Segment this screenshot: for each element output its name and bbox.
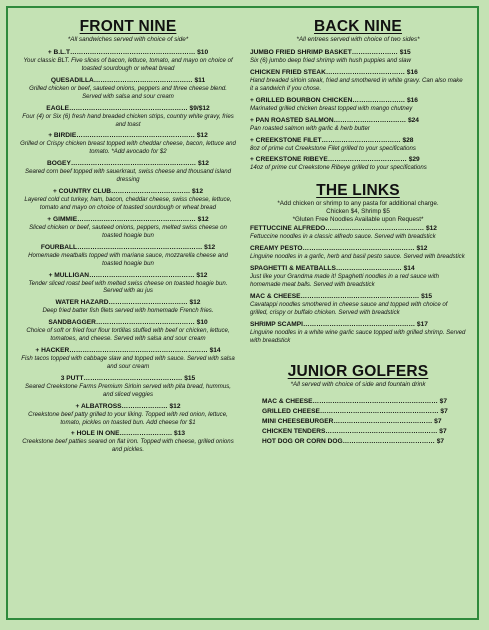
menu-item xyxy=(250,224,466,241)
menu-item-name: SHRIMP SCAMPI…………………………………………… $17 xyxy=(250,320,428,328)
menu-item xyxy=(250,292,466,317)
links-title: THE LINKS xyxy=(316,182,400,200)
menu-item-name: + GIMMIE……………………………………………… $12 xyxy=(47,215,209,223)
menu-item xyxy=(250,244,466,261)
junior-menu-item: MAC & CHEESE………………………………………………… $7 xyxy=(262,397,448,405)
menu-item-name: + CREEKSTONE FILET……………………………… $28 xyxy=(250,136,414,144)
menu-item-name: + BIRDIE……………………………………………… $12 xyxy=(48,132,208,140)
menu-item xyxy=(250,116,466,133)
menu-item-name: + CREEKSTONE RIBEYE……………………………… $29 xyxy=(250,156,420,164)
menu-item-description: Seared Creekstone Farms Premium Sirloin served with pita bread, hummus, and sliced veggies xyxy=(25,382,231,398)
menu-item xyxy=(20,187,236,212)
menu-item-description: Fettuccine noodles in a classic alfredo sauce. Served with breadstick xyxy=(250,233,436,241)
links-note-line: *Gluten Free Noodles Available upon Request* xyxy=(292,216,424,224)
junior-menu-item: CHICKEN TENDERS…………………………………………… $7 xyxy=(262,428,447,436)
menu-item-name: + GRILLED BOURBON CHICKEN…………………… $16 xyxy=(250,96,418,104)
menu-item-name: FOURBALL………………………………………………… $12 xyxy=(40,243,216,251)
menu-item xyxy=(20,402,236,427)
junior-menu-item: HOT DOG OR CORN DOG…………………………………… $7 xyxy=(262,438,445,446)
menu-item xyxy=(20,243,236,268)
menu-item-name: + PAN ROASTED SALMON…………………………… $24 xyxy=(250,116,419,124)
menu-item-description: Layered cold cut turkey, ham, bacon, cheddar cheese, swiss cheese, lettuce, tomato and mayo on choice of toasted sourdough or wheat bread xyxy=(24,196,232,211)
menu-item xyxy=(20,48,236,73)
menu-item xyxy=(20,159,236,184)
junior-menu-item: MINI CHEESEBURGER……………………………………… $7 xyxy=(262,418,442,425)
menu-item-name: SANDBAGGER……………………………………… $10 xyxy=(48,319,208,327)
menu-item xyxy=(20,374,236,399)
menu-item-description: Sliced chicken or beef, sauteed onions, peppers, melted swiss cheese on toasted hoagie bun xyxy=(29,223,227,239)
menu-item-name: BOGEY………………………………………………… $12 xyxy=(47,160,209,168)
menu-item-description: Six (6) jumbo deep fried shrimp with hush puppies and slaw xyxy=(250,57,411,64)
menu-item xyxy=(20,346,236,371)
menu-item-description: Tender sliced roast beef with melted swiss cheese on toasted hoagie bun. Served with au jus xyxy=(28,279,228,295)
menu-item xyxy=(20,318,236,343)
menu-item xyxy=(250,136,466,153)
menu-item-description: Grilled or Crispy chicken breast topped with cheddar cheese, bacon, lettuce and tomato. *Add avocado for $2 xyxy=(20,140,236,156)
menu-item-name: EAGLE……………………………………………… $9/$12 xyxy=(46,104,210,112)
links-notes xyxy=(250,200,466,224)
menu-item-description: Pan roasted salmon with garlic & herb butter xyxy=(250,124,370,132)
front-nine-section xyxy=(20,18,236,457)
menu-item-description: Homemade meatballs topped with mariana sauce, mozzarella cheese and toasted hoagie bun xyxy=(28,251,228,267)
menu-item-name: 3 PUTT……………………………………… $15 xyxy=(60,374,196,382)
menu-item xyxy=(250,96,466,113)
menu-item-description: Cavatappi noodles smothered in cheese sauce and topped with choice of grilled, crispy or buffalo chicken. Served with breadstick xyxy=(250,300,448,316)
menu-item xyxy=(20,215,236,240)
menu-item-name: + HACKER……………………………………………………… $14 xyxy=(35,347,221,355)
menu-item-description: Linguine noodles in a white wine garlic sauce topped with grilled shrimp. Served with breadstick xyxy=(250,328,466,344)
front-nine-items xyxy=(20,48,236,454)
menu-item-name: + MULLIGAN………………………………………… $12 xyxy=(48,271,208,279)
menu-item-description: Your classic BLT. Five slices of bacon, lettuce, tomato, and mayo on choice of toasted sourdough or wheat bread xyxy=(23,57,233,72)
menu-item-name: + COUNTRY CLUB……………………………… $12 xyxy=(52,188,204,196)
menu-item xyxy=(20,104,236,129)
links-note-line: Chicken $4, Shrimp $5 xyxy=(326,208,390,216)
menu-item-description: Marinated grilled chicken breast topped with mango chutney xyxy=(250,104,413,112)
menu-item-description: Hand breaded sirloin steak, fried and smothered in white gravy. Can also make it a sandwich if you chose. xyxy=(250,76,463,92)
menu-item-description: 8oz of prime cut Creekstone Filet grilled to your specifications xyxy=(250,144,416,152)
junior-menu-item: GRILLED CHEESE……………………………………………… $7 xyxy=(262,407,448,415)
menu-item xyxy=(20,131,236,156)
right-column xyxy=(250,18,466,448)
menu-item xyxy=(250,68,466,93)
menu-item-description: Linguine noodles in a garlic, herb and basil pesto sauce. Served with breadstick xyxy=(250,253,465,261)
menu-item-description: Grilled chicken or beef, sauteed onions, peppers and three cheese blend. Served with salsa and sour cream xyxy=(29,84,227,100)
menu-item-name: CREAMY PESTO…………………………………………… $12 xyxy=(250,245,428,253)
menu-item-name: QUESADILLA……………………………………… $11 xyxy=(50,76,206,84)
menu-item-name: + HOLE IN ONE…………………… $13 xyxy=(70,430,186,438)
back-nine-title: BACK NINE xyxy=(314,18,402,35)
menu-item-name: + B.L.T………………………………………………… $10 xyxy=(47,49,209,56)
menu-item xyxy=(250,264,466,289)
menu-item-name: CHICKEN FRIED STEAK……………………………… $16 xyxy=(250,68,418,76)
menu-item-description: Choice of soft or fried four flour tortillas stuffed with beef or chicken, lettuce, tomatoes, and cheese. Served with salsa and sour cream xyxy=(26,327,230,343)
menu-item xyxy=(20,76,236,101)
links-note-line: *Add chicken or shrimp to any pasta for additional charge. xyxy=(277,200,439,208)
junior-golfers-items xyxy=(250,397,466,448)
menu-item xyxy=(250,48,466,65)
menu-item-description: Seared corn beef topped with sauerkraut, swiss cheese and thousand island dressing xyxy=(25,168,231,184)
menu-item-description: Fish tacos topped with cabbage slaw and topped with sauce. Served with salsa and sour cream xyxy=(21,355,235,370)
menu-item-description: 14oz of prime cut Creekstone Ribeye grilled to your specifications xyxy=(250,164,427,172)
menu-item-description: Creekstone beef patty grilled to your liking. Topped with red onion, lettuce, tomato, pickles on toasted bun. Add cheese for $1 xyxy=(28,410,228,426)
menu-item-description: Creekstone beef patties seared on flat iron. Topped with cheese, grilled onions and pickles. xyxy=(22,438,234,454)
menu-item-name: SPAGHETTI & MEATBALLS………………………… $14 xyxy=(250,265,415,273)
back-nine-items xyxy=(250,48,466,172)
menu-item-description: Four (4) or Six (6) fresh hand breaded chicken strips, country white gravy, fries and toast xyxy=(22,112,234,128)
menu-item xyxy=(250,320,466,345)
junior-golfers-subtitle: *All served with choice of side and fountain drink xyxy=(290,380,426,388)
menu-item-name: WATER HAZARD……………………………… $12 xyxy=(55,299,201,307)
junior-golfers-title: JUNIOR GOLFERS xyxy=(287,362,429,380)
menu-item-name: JUMBO FRIED SHRIMP BASKET………………… $15 xyxy=(250,49,411,56)
links-items xyxy=(250,224,466,344)
menu-item-name: + ALBATROSS………………… $12 xyxy=(75,402,181,410)
front-nine-title: FRONT NINE xyxy=(79,18,177,35)
menu-item-name: FETTUCCINE ALFREDO……………………………………… $12 xyxy=(250,225,437,233)
front-nine-subtitle: *All sandwiches served with choice of side* xyxy=(67,36,189,43)
menu-item xyxy=(20,298,236,315)
menu-item xyxy=(20,271,236,296)
menu-item xyxy=(250,155,466,172)
back-nine-subtitle: *All entrees served with choice of two sides* xyxy=(296,36,420,43)
menu-item xyxy=(20,429,236,454)
menu-item-description: Just like your Grandma made it! Spaghetti noodles in a red sauce with homemade meat balls. Served with breadstick xyxy=(250,273,440,289)
menu-item-name: MAC & CHEESE……………………………………………… $15 xyxy=(250,292,433,300)
menu-item-description: Deep fried batter fish filets served with homemade French fries. xyxy=(42,307,214,315)
